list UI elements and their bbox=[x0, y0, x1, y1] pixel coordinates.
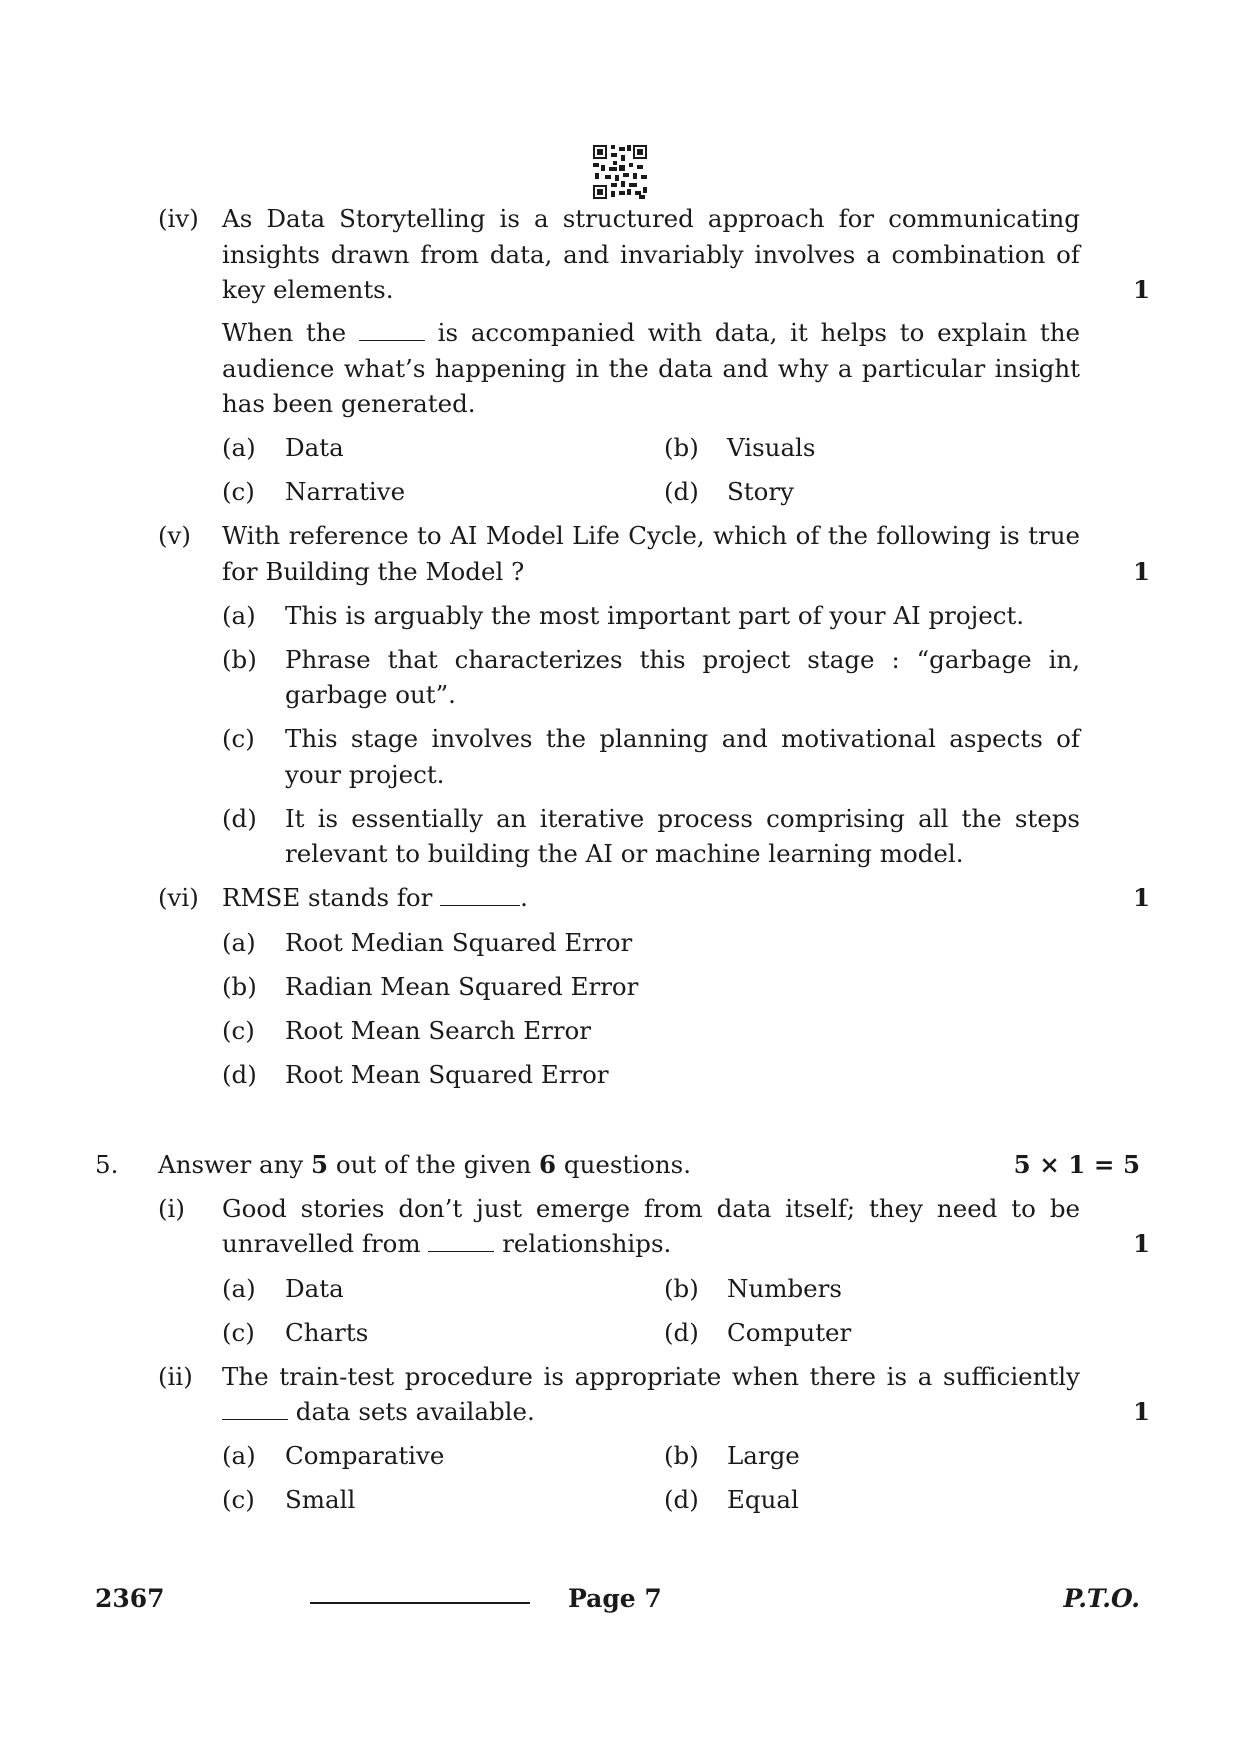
option-text: Large bbox=[727, 1441, 800, 1470]
page-number: Page 7 bbox=[568, 1584, 662, 1613]
qr-code-icon bbox=[593, 145, 647, 199]
option-label: (d) bbox=[664, 1318, 699, 1347]
option-text: relevant to building the AI or machine learning model. bbox=[285, 839, 964, 868]
marks-label: 1 bbox=[1132, 1229, 1150, 1258]
question-number: (vi) bbox=[158, 883, 199, 912]
footer-rule bbox=[310, 1602, 530, 1604]
option-text: your project. bbox=[285, 760, 445, 789]
fill-blank bbox=[359, 320, 425, 341]
fill-blank bbox=[222, 1399, 288, 1420]
question-text-line: As Data Storytelling is a structured approach for communicating bbox=[222, 204, 1080, 233]
option-label: (a) bbox=[222, 928, 256, 957]
option-label: (d) bbox=[664, 1485, 699, 1514]
option-text: Visuals bbox=[727, 433, 816, 462]
option-label: (a) bbox=[222, 601, 256, 630]
option-label: (a) bbox=[222, 433, 256, 462]
option-text: Root Mean Squared Error bbox=[285, 1060, 609, 1089]
option-label: (c) bbox=[222, 724, 255, 753]
option-text: Small bbox=[285, 1485, 356, 1514]
option-text: garbage out”. bbox=[285, 680, 456, 709]
option-text: Data bbox=[285, 433, 344, 462]
option-label: (b) bbox=[222, 645, 257, 674]
marks-label: 1 bbox=[1132, 275, 1150, 304]
paper-code: 2367 bbox=[95, 1584, 165, 1613]
option-label: (b) bbox=[222, 972, 257, 1001]
question-number: (iv) bbox=[158, 204, 199, 233]
question-text-line: has been generated. bbox=[222, 389, 476, 418]
option-label: (c) bbox=[222, 1318, 255, 1347]
question-text-line: for Building the Model ? bbox=[222, 557, 525, 586]
question-text-line: insights drawn from data, and invariably involves a combination of bbox=[222, 240, 1080, 269]
marks-label: 1 bbox=[1132, 557, 1150, 586]
marks-label: 1 bbox=[1132, 1397, 1150, 1426]
option-text: Data bbox=[285, 1274, 344, 1303]
option-text: Phrase that characterizes this project stage : “garbage in, bbox=[285, 645, 1080, 674]
option-label: (b) bbox=[664, 1274, 699, 1303]
option-text: Equal bbox=[727, 1485, 799, 1514]
option-label: (d) bbox=[222, 804, 257, 833]
section-instruction: Answer any 5 out of the given 6 questions. bbox=[158, 1150, 691, 1179]
question-text-line: RMSE stands for . bbox=[222, 883, 528, 912]
option-label: (c) bbox=[222, 1485, 255, 1514]
option-text: Radian Mean Squared Error bbox=[285, 972, 639, 1001]
question-text-line: Good stories don’t just emerge from data itself; they need to be bbox=[222, 1194, 1080, 1223]
option-text: Charts bbox=[285, 1318, 369, 1347]
option-text: Story bbox=[727, 477, 794, 506]
question-text-line: key elements. bbox=[222, 275, 394, 304]
option-text: It is essentially an iterative process comprising all the steps bbox=[285, 804, 1080, 833]
question-number: (v) bbox=[158, 521, 191, 550]
option-label: (b) bbox=[664, 1441, 699, 1470]
option-label: (b) bbox=[664, 433, 699, 462]
option-text: Comparative bbox=[285, 1441, 445, 1470]
option-text: Root Mean Search Error bbox=[285, 1016, 591, 1045]
question-text-line: With reference to AI Model Life Cycle, which of the following is true bbox=[222, 521, 1080, 550]
option-text: This stage involves the planning and motivational aspects of bbox=[285, 724, 1080, 753]
option-label: (d) bbox=[222, 1060, 257, 1089]
option-label: (a) bbox=[222, 1441, 256, 1470]
option-text: Narrative bbox=[285, 477, 406, 506]
option-label: (c) bbox=[222, 477, 255, 506]
fill-blank bbox=[440, 885, 520, 906]
section-marks: 5 × 1 = 5 bbox=[1013, 1150, 1140, 1179]
question-number: (ii) bbox=[158, 1362, 193, 1391]
fill-blank bbox=[428, 1231, 494, 1252]
question-number: (i) bbox=[158, 1194, 185, 1223]
option-text: Numbers bbox=[727, 1274, 842, 1303]
marks-label: 1 bbox=[1132, 883, 1150, 912]
option-text: Computer bbox=[727, 1318, 852, 1347]
question-text-line: data sets available. bbox=[222, 1397, 535, 1427]
question-text-line: When the is accompanied with data, it helps to explain the bbox=[222, 318, 1081, 347]
question-text-line: audience what’s happening in the data and why a particular insight bbox=[222, 354, 1080, 383]
option-text: This is arguably the most important part of your AI project. bbox=[285, 601, 1025, 630]
question-text-line: unravelled from relationships. bbox=[222, 1229, 672, 1258]
option-label: (c) bbox=[222, 1016, 255, 1045]
pto-label: P.T.O. bbox=[1063, 1584, 1140, 1613]
option-label: (a) bbox=[222, 1274, 256, 1303]
option-label: (d) bbox=[664, 477, 699, 506]
question-number: 5. bbox=[95, 1150, 119, 1179]
option-text: Root Median Squared Error bbox=[285, 928, 633, 957]
question-text-line: The train-test procedure is appropriate when there is a sufficiently bbox=[222, 1362, 1080, 1391]
